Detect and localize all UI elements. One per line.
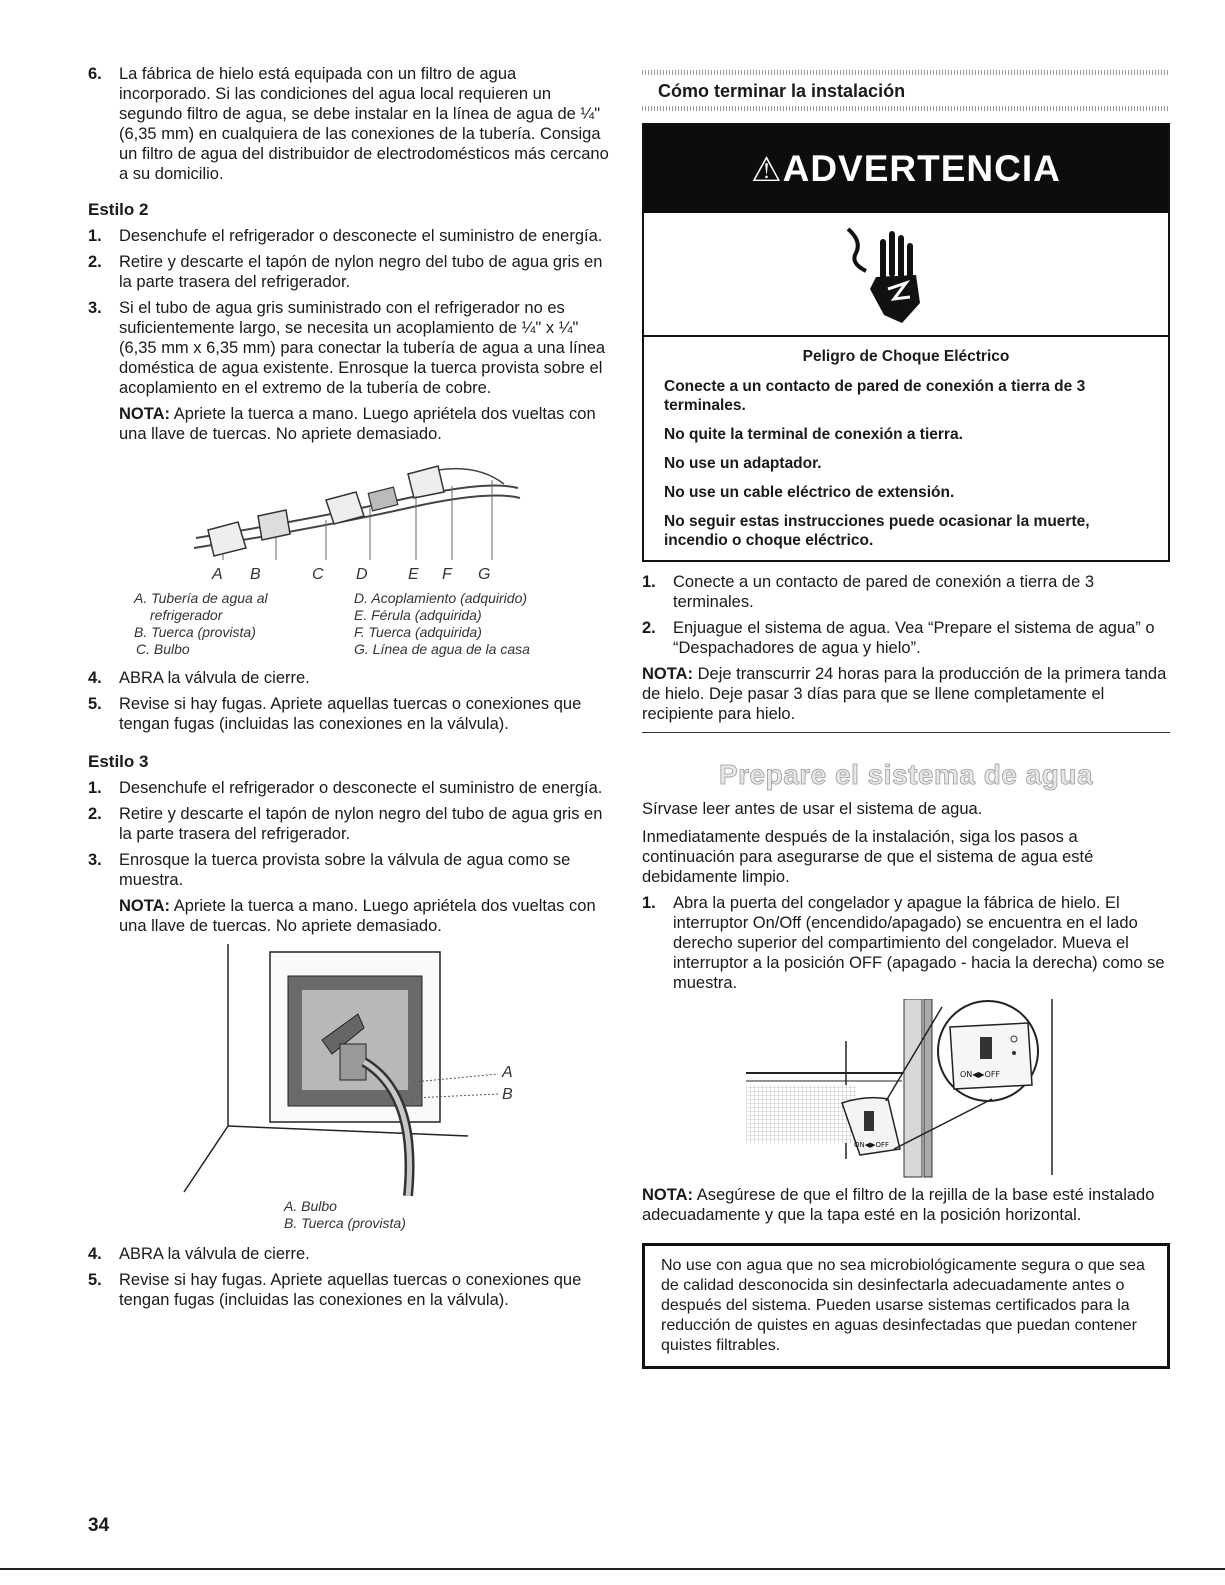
item-number: 1. [642, 573, 656, 591]
item-number: 6. [88, 65, 102, 83]
item-text: Enrosque la tuerca provista sobre la válvula de agua como se muestra. [119, 851, 571, 889]
page-number: 34 [88, 1515, 110, 1536]
caption: E. Férula (adquirida) [354, 607, 482, 623]
estilo2-steps-continued [88, 668, 610, 734]
heading-rule-bottom [642, 106, 1170, 111]
list-item [642, 893, 1170, 993]
caption: C. Bulbo [136, 641, 190, 657]
tubing-connection-illustration [108, 450, 588, 566]
electric-shock-hand-icon [644, 213, 1168, 337]
list-item [642, 572, 1170, 612]
note-label: NOTA: [642, 1186, 694, 1204]
item-number: 5. [88, 1271, 102, 1289]
item-number: 4. [88, 1245, 102, 1263]
warning-subtitle: Peligro de Choque Eléctrico [802, 348, 1010, 365]
note-label: NOTA: [119, 405, 171, 423]
note-text: Apriete la tuerca a mano. Luego apriétela dos vueltas con una llave de tuercas. No apriete demasiado. [119, 897, 596, 935]
intro-text: Sírvase leer antes de usar el sistema de agua. [642, 800, 983, 818]
list-item6 [88, 64, 610, 184]
warning-line: Conecte a un contacto de pared de conexión a tierra de 3 terminales. [664, 378, 1086, 414]
item-text: Abra la puerta del congelador y apague la fábrica de hielo. El interruptor On/Off (encendido/apagado) se encuentra en el lado derecho superior del compartimiento del congelador. Mueva el interruptor a la posición OFF (apagado - hacia la derecha) como se muestra. [673, 894, 1165, 992]
section-divider [642, 732, 1170, 733]
page-bottom-rule [0, 1568, 1225, 1570]
section-heading-estilo3: Estilo 3 [88, 752, 149, 771]
warning-line: No seguir estas instrucciones puede ocasionar la muerte, incendio o choque eléctrico. [664, 513, 1090, 549]
note-filter [642, 1185, 1170, 1225]
finish-steps [642, 572, 1170, 658]
caption: G. Línea de agua de la casa [354, 641, 530, 657]
estilo3-steps [88, 778, 610, 890]
list-item [88, 694, 610, 734]
item-number: 1. [642, 894, 656, 912]
list-item [88, 668, 610, 688]
item-number: 3. [88, 851, 102, 869]
section-heading-estilo2: Estilo 2 [88, 200, 149, 219]
note-label: NOTA: [119, 897, 171, 915]
tubing-connection-figure [108, 450, 610, 566]
item-number: 5. [88, 695, 102, 713]
list-item [88, 1270, 610, 1310]
warning-body [644, 337, 1168, 560]
figure-letter: A [502, 1064, 513, 1081]
item-number: 3. [88, 299, 102, 317]
intro-text: Inmediatamente después de la instalación, siga los pasos a continuación para asegurarse de que el sistema de agua esté debidamente limpio. [642, 828, 1094, 886]
item-number: 2. [642, 619, 656, 637]
warning-line: No use un adaptador. [664, 455, 822, 472]
svg-text:ON◀▶OFF: ON◀▶OFF [960, 1070, 1001, 1079]
valve-figure [88, 944, 610, 1196]
item-text: La fábrica de hielo está equipada con un filtro de agua incorporado. Si las condiciones del agua local requieren un segundo filtro de agua, se debe instalar en la línea de agua de ¼" (6,35 mm) en cualquiera de las conexiones de la tubería. Consiga un filtro de agua del distribuidor de electrodomésticos más cercano a su domicilio. [119, 65, 609, 183]
item-number: 2. [88, 253, 102, 271]
captions-right [354, 590, 530, 658]
prepare-steps [642, 893, 1170, 993]
svg-text:ON◀▶OFF: ON◀▶OFF [854, 1141, 890, 1149]
section-heading: Cómo terminar la instalación [658, 81, 906, 101]
section-banner: Prepare el sistema de agua [718, 759, 1094, 790]
figure-captions [134, 590, 610, 658]
list-item [88, 226, 610, 246]
warning-header [644, 125, 1168, 213]
warning-line: No use un cable eléctrico de extensión. [664, 484, 955, 501]
list-item [642, 618, 1170, 658]
list-item [88, 1244, 610, 1264]
caption: B. Tuerca (provista) [284, 1215, 406, 1231]
list-item [88, 778, 610, 798]
figure-letter: B [250, 566, 261, 583]
figure-letter: E [408, 566, 419, 583]
caption: B. Tuerca (provista) [134, 624, 256, 640]
caption: D. Acoplamiento (adquirido) [354, 590, 528, 606]
shock-hand-illustration [840, 219, 940, 329]
figure-letter: B [502, 1086, 513, 1103]
list-item [88, 64, 610, 184]
item-text: Si el tubo de agua gris suministrado con el refrigerador no es suficientemente largo, se necesita un acoplamiento de ¼" x ¼" (6,35 mm x 6,35 mm) para conectar la tubería de agua a una línea doméstica de agua existente. Enrosque la tuerca provista sobre el acoplamiento en el extremo de la tubería de cobre. [119, 299, 606, 397]
right-column [642, 70, 1170, 1369]
caption: A. Bulbo [284, 1198, 337, 1214]
note-estilo3 [88, 896, 610, 936]
item-text: Revise si hay fugas. Apriete aquellas tuercas o conexiones que tengan fugas (incluidas las conexiones en la válvula). [119, 1271, 582, 1309]
item-text: Revise si hay fugas. Apriete aquellas tuercas o conexiones que tengan fugas (incluidas las conexiones en la válvula). [119, 695, 582, 733]
warning-triangle-icon: ⚠ [751, 151, 783, 189]
item-number: 1. [88, 779, 102, 797]
figure-letter: D [356, 566, 368, 583]
figure-letter-row [88, 566, 610, 588]
item-number: 2. [88, 805, 102, 823]
item-text: Conecte a un contacto de pared de conexión a tierra de 3 terminales. [673, 573, 1095, 611]
captions-left [134, 590, 354, 658]
warning-title: ADVERTENCIA [782, 148, 1061, 189]
item-text: ABRA la válvula de cierre. [119, 1245, 310, 1263]
warning-line: No quite la terminal de conexión a tierra. [664, 426, 963, 443]
valve-illustration [88, 944, 548, 1196]
figure-letter: G [478, 566, 491, 583]
item-text: Retire y descarte el tapón de nylon negro del tubo de agua gris en la parte trasera del refrigerador. [119, 253, 603, 291]
note-text: Asegúrese de que el filtro de la rejilla de la base esté instalado adecuadamente y que la tapa esté en la posición horizontal. [642, 1186, 1155, 1224]
caption: A. Tubería de agua al [134, 590, 268, 606]
list-item [88, 252, 610, 292]
item-number: 1. [88, 227, 102, 245]
estilo3-steps-continued [88, 1244, 610, 1310]
note-text: Apriete la tuerca a mano. Luego apriétela dos vueltas con una llave de tuercas. No apriete demasiado. [119, 405, 596, 443]
figure-letter: F [442, 566, 452, 583]
item-text: ABRA la válvula de cierre. [119, 669, 310, 687]
estilo2-steps [88, 226, 610, 398]
list-item [88, 298, 610, 398]
note-estilo2 [88, 404, 610, 444]
ice-maker-switch-figure [642, 999, 1170, 1179]
item-text: Desenchufe el refrigerador o desconecte el suministro de energía. [119, 227, 603, 245]
note-text: Deje transcurrir 24 horas para la producción de la primera tanda de hielo. Deje pasar 3 días para que se llene completamente el recipiente para hielo. [642, 665, 1167, 723]
item-number: 4. [88, 669, 102, 687]
left-column [88, 64, 610, 1316]
figure-letter: A [212, 566, 223, 583]
item-text: Desenchufe el refrigerador o desconecte el suministro de energía. [119, 779, 603, 797]
water-safety-box: No use con agua que no sea microbiológicamente segura o que sea de calidad desconocida sin desinfectarla adecuadamente antes o después del sistema. Pueden usarse sistemas certificados para la reducción de quistes en aguas desinfectadas que puedan contener quistes filtrables. [642, 1243, 1170, 1369]
ice-maker-switch-illustration [642, 999, 1170, 1179]
caption: F. Tuerca (adquirida) [354, 624, 482, 640]
valve-captions [284, 1198, 610, 1232]
warning-box [642, 123, 1170, 562]
note-finish [642, 664, 1170, 724]
list-item [88, 850, 610, 890]
item-text: Enjuague el sistema de agua. Vea “Prepare el sistema de agua” o “Despachadores de agua y hielo”. [673, 619, 1155, 657]
note-label: NOTA: [642, 665, 694, 683]
list-item [88, 804, 610, 844]
item-text: Retire y descarte el tapón de nylon negro del tubo de agua gris en la parte trasera del refrigerador. [119, 805, 603, 843]
caption: refrigerador [150, 607, 223, 623]
figure-letter: C [312, 566, 324, 583]
